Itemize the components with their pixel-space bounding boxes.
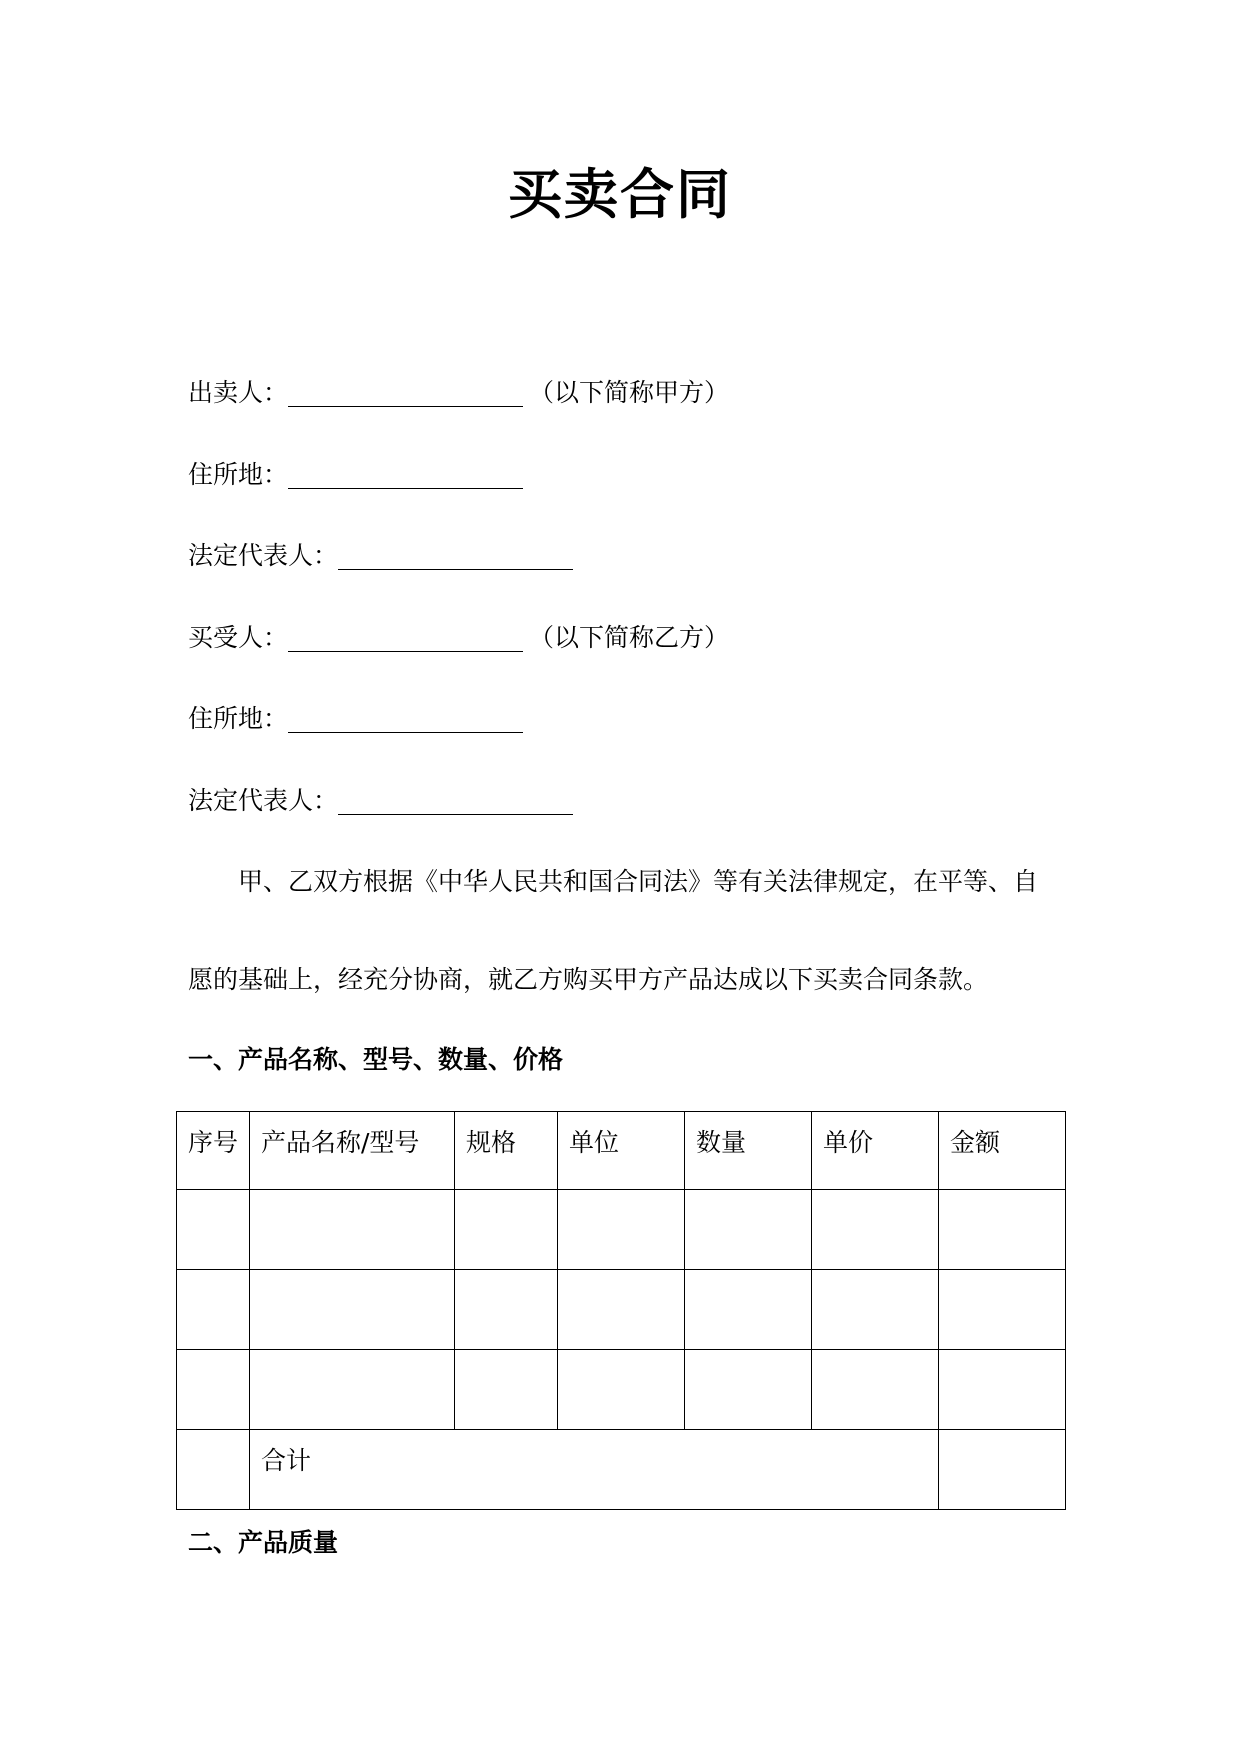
table-cell[interactable] — [250, 1270, 455, 1350]
buyer-rep-field — [188, 783, 573, 819]
seller-note: （以下简称甲方） — [529, 378, 730, 407]
preamble-line-1: 甲、乙双方根据《中华人民共和国合同法》等有关法律规定，在平等、自 — [238, 867, 1039, 896]
seller-blank[interactable] — [288, 380, 523, 407]
header-index: 序号 — [177, 1112, 250, 1190]
buyer-address-label: 住所地： — [188, 704, 289, 733]
buyer-note: （以下简称乙方） — [529, 623, 730, 652]
seller-rep-field — [188, 538, 573, 574]
total-amount-cell[interactable] — [939, 1430, 1066, 1510]
header-quantity: 数量 — [685, 1112, 812, 1190]
header-amount: 金额 — [939, 1112, 1066, 1190]
preamble-line-2: 愿的基础上，经充分协商，就乙方购买甲方产品达成以下买卖合同条款。 — [188, 965, 989, 994]
seller-address-label: 住所地： — [188, 460, 289, 489]
table-cell[interactable] — [455, 1190, 558, 1270]
product-table — [176, 1111, 1066, 1510]
table-cell[interactable] — [250, 1190, 455, 1270]
table-cell[interactable] — [177, 1190, 250, 1270]
buyer-address-field — [188, 701, 523, 737]
table-cell[interactable] — [939, 1190, 1066, 1270]
seller-field — [188, 375, 729, 411]
table-cell[interactable] — [939, 1350, 1066, 1430]
buyer-blank[interactable] — [288, 625, 523, 652]
header-unit: 单位 — [558, 1112, 685, 1190]
table-row — [177, 1350, 1066, 1430]
table-cell[interactable] — [177, 1270, 250, 1350]
seller-rep-blank[interactable] — [338, 543, 573, 570]
section-2-heading: 二、产品质量 — [188, 1528, 339, 1557]
buyer-field — [188, 620, 729, 656]
table-cell[interactable] — [685, 1270, 812, 1350]
table-cell[interactable] — [558, 1270, 685, 1350]
table-cell[interactable] — [939, 1270, 1066, 1350]
total-label: 合计 — [250, 1430, 939, 1510]
table-cell[interactable] — [812, 1350, 939, 1430]
table-row — [177, 1270, 1066, 1350]
table-total-row — [177, 1430, 1066, 1510]
seller-rep-label: 法定代表人： — [188, 541, 339, 570]
table-row — [177, 1190, 1066, 1270]
document-title: 买卖合同 — [508, 163, 732, 226]
seller-address-field — [188, 457, 523, 493]
header-spec: 规格 — [455, 1112, 558, 1190]
table-cell[interactable] — [250, 1350, 455, 1430]
table-cell[interactable] — [685, 1350, 812, 1430]
seller-label: 出卖人： — [188, 378, 289, 407]
section-1-heading: 一、产品名称、型号、数量、价格 — [188, 1045, 564, 1074]
table-cell[interactable] — [455, 1350, 558, 1430]
table-cell[interactable] — [812, 1190, 939, 1270]
header-unit-price: 单价 — [812, 1112, 939, 1190]
buyer-rep-blank[interactable] — [338, 788, 573, 815]
table-header-row — [177, 1112, 1066, 1190]
table-cell[interactable] — [685, 1190, 812, 1270]
table-cell[interactable] — [558, 1350, 685, 1430]
table-cell[interactable] — [812, 1270, 939, 1350]
table-cell[interactable] — [558, 1190, 685, 1270]
total-index-cell[interactable] — [177, 1430, 250, 1510]
buyer-label: 买受人： — [188, 623, 289, 652]
seller-address-blank[interactable] — [288, 462, 523, 489]
buyer-address-blank[interactable] — [288, 706, 523, 733]
table-cell[interactable] — [455, 1270, 558, 1350]
buyer-rep-label: 法定代表人： — [188, 786, 339, 815]
table-cell[interactable] — [177, 1350, 250, 1430]
header-product-name: 产品名称/型号 — [250, 1112, 455, 1190]
